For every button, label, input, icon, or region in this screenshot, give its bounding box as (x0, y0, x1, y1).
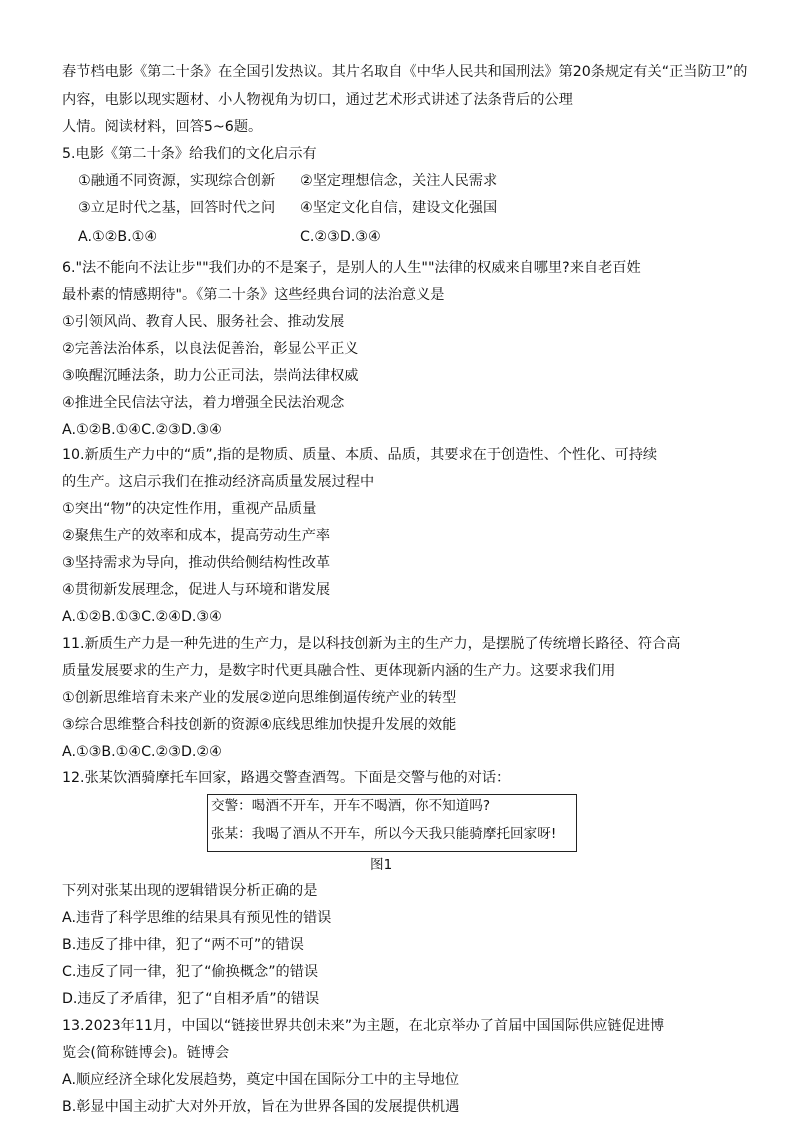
q6-item-3: ③唤醒沉睡法条，助力公正司法，崇尚法律权威 (62, 368, 359, 384)
q5-item-1: ①融通不同资源，实现综合创新 (78, 173, 276, 189)
q10-stem-1: 10.新质生产力中的“质”,指的是物质、质量、本质、品质，其要求在于创造性、个性化、可持续 (62, 447, 658, 463)
dialog-zhang-line: 张某：我喝了酒从不开车，所以今天我只能骑摩托回家呀! (211, 826, 557, 842)
q13-stem-1: 13.2023年11月，中国以“链接世界共创未来”为主题，在北京举办了首届中国国际供应链促进博 (62, 1018, 665, 1034)
q11-choices: A.①③B.①④C.②③D.②④ (62, 744, 222, 760)
q13-option-a: A.顺应经济全球化发展趋势，奠定中国在国际分工中的主导地位 (62, 1072, 460, 1088)
q10-stem-2: 的生产。这启示我们在推动经济高质量发展过程中 (62, 474, 375, 490)
q5-item-3: ③立足时代之基，回答时代之问 (78, 200, 276, 216)
q6-stem-1: 6."法不能向不法让步""我们办的不是案子，是别人的人生""法律的权威来自哪里?来自老百姓 (62, 260, 641, 276)
q13-option-b: B.彰显中国主动扩大对外开放，旨在为世界各国的发展提供机遇 (62, 1099, 460, 1115)
q6-stem-2: 最朴素的情感期待"。《第二十条》这些经典台词的法治意义是 (62, 287, 445, 303)
q11-stem-1: 11.新质生产力是一种先进的生产力，是以科技创新为主的生产力，是摆脱了传统增长路径、符合高 (62, 636, 681, 652)
q11-items-1-2: ①创新思维培育未来产业的发展②逆向思维倒逼传统产业的转型 (62, 690, 457, 706)
q12-option-b: B.违反了排中律，犯了“两不可”的错误 (62, 937, 304, 953)
q11-stem-2: 质量发展要求的生产力，是数字时代更具融合性、更体现新内涵的生产力。这要求我们用 (62, 663, 616, 679)
q6-item-1: ①引领风尚、教育人民、服务社会、推动发展 (62, 314, 345, 330)
q12-stem: 12.张某饮酒骑摩托车回家，路遇交警查酒驾。下面是交警与他的对话： (62, 770, 511, 786)
q10-item-4: ④贯彻新发展理念，促进人与环境和谐发展 (62, 582, 331, 598)
q10-item-2: ②聚焦生产的效率和成本，提高劳动生产率 (62, 528, 331, 544)
q10-choices: A.①②B.①③C.②④D.③④ (62, 609, 222, 625)
q6-item-4: ④推进全民信法守法，着力增强全民法治观念 (62, 395, 345, 411)
figure-caption: 图1 (370, 857, 393, 873)
q12-option-c: C.违反了同一律，犯了“偷换概念”的错误 (62, 964, 319, 980)
intro-line-3: 人情。阅读材料，回答5~6题。 (62, 119, 263, 135)
q6-choices: A.①②B.①④C.②③D.③④ (62, 422, 222, 438)
q6-item-2: ②完善法治体系，以良法促善治，彰显公平正义 (62, 341, 359, 357)
q12-question: 下列对张某出现的逻辑错误分析正确的是 (62, 883, 318, 899)
q12-option-a: A.违背了科学思维的结果具有预见性的错误 (62, 910, 332, 926)
q5-item-4: ④坚定文化自信，建设文化强国 (300, 200, 498, 216)
q12-option-d: D.违反了矛盾律，犯了“自相矛盾”的错误 (62, 991, 320, 1007)
q10-item-1: ①突出“物”的决定性作用，重视产品质量 (62, 501, 317, 517)
q10-item-3: ③坚持需求为导向，推动供给侧结构性改革 (62, 555, 331, 571)
intro-line-2: 内容，电影以现实题材、小人物视角为切口，通过艺术形式讲述了法条背后的公理 (62, 92, 573, 108)
q5-choices-cd: C.②③D.③④ (300, 229, 381, 245)
q5-item-2: ②坚定理想信念，关注人民需求 (300, 173, 498, 189)
q13-stem-2: 览会(简称链博会)。链博会 (62, 1045, 230, 1061)
dialog-box (207, 794, 577, 852)
q5-choices-ab: A.①②B.①④ (78, 229, 158, 245)
intro-line-1: 春节档电影《第二十条》在全国引发热议。其片名取自《中华人民共和国刑法》第20条规定有关“正当防卫”的 (62, 64, 748, 80)
q11-items-3-4: ③综合思维整合科技创新的资源④底线思维加快提升发展的效能 (62, 717, 457, 733)
dialog-police-line: 交警：喝酒不开车，开车不喝酒，你不知道吗? (211, 798, 491, 814)
q5-stem: 5.电影《第二十条》给我们的文化启示有 (62, 146, 317, 162)
